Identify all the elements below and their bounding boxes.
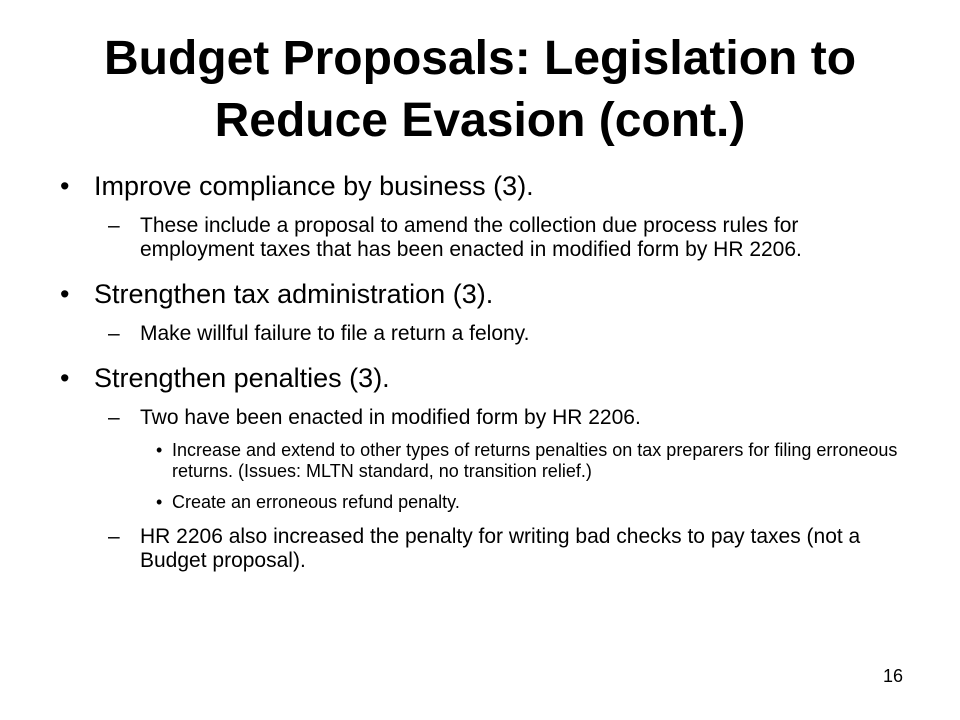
sub-bullet-text: These include a proposal to amend the collection due process rules for employment taxes that has been enacted in modified form by HR 2206. — [140, 214, 802, 261]
sub-sub-bullet-item — [58, 492, 908, 513]
slide-body — [58, 170, 908, 573]
title-line-1: Budget Proposals: Legislation to — [103, 32, 857, 85]
bullet-text: Strengthen penalties (3). — [94, 363, 390, 393]
bullet-item — [58, 278, 908, 310]
sub-sub-bullet-text: Increase and extend to other types of returns penalties on tax preparers for filing erroneous returns. (Issues: MLTN standard, no transition relief.) — [172, 440, 898, 481]
sub-bullet-item — [58, 214, 908, 262]
sub-bullet-item — [58, 525, 908, 573]
bullet-marker: • — [156, 492, 163, 512]
dash-marker: – — [108, 322, 120, 345]
bullet-marker: • — [60, 279, 70, 309]
page-number: 16 — [882, 666, 903, 686]
bullet-text: Strengthen tax administration (3). — [94, 279, 494, 309]
sub-bullet-item — [58, 322, 908, 346]
sub-bullet-item — [58, 406, 908, 430]
sub-sub-bullet-item — [58, 440, 908, 482]
slide-title — [40, 28, 920, 152]
bullet-item — [58, 170, 908, 202]
bullet-marker: • — [156, 440, 163, 460]
sub-bullet-text: Make willful failure to file a return a felony. — [140, 322, 530, 345]
sub-bullet-text: Two have been enacted in modified form by HR 2206. — [140, 406, 641, 429]
sub-sub-bullet-text: Create an erroneous refund penalty. — [172, 492, 460, 512]
dash-marker: – — [108, 406, 120, 429]
bullet-marker: • — [60, 363, 70, 393]
dash-marker: – — [108, 525, 120, 548]
sub-bullet-text: HR 2206 also increased the penalty for writing bad checks to pay taxes (not a Budget proposal). — [140, 525, 861, 572]
bullet-item — [58, 362, 908, 394]
dash-marker: – — [108, 214, 120, 237]
bullet-marker: • — [60, 171, 70, 201]
title-line-2: Reduce Evasion (cont.) — [214, 94, 746, 147]
bullet-text: Improve compliance by business (3). — [94, 171, 534, 201]
